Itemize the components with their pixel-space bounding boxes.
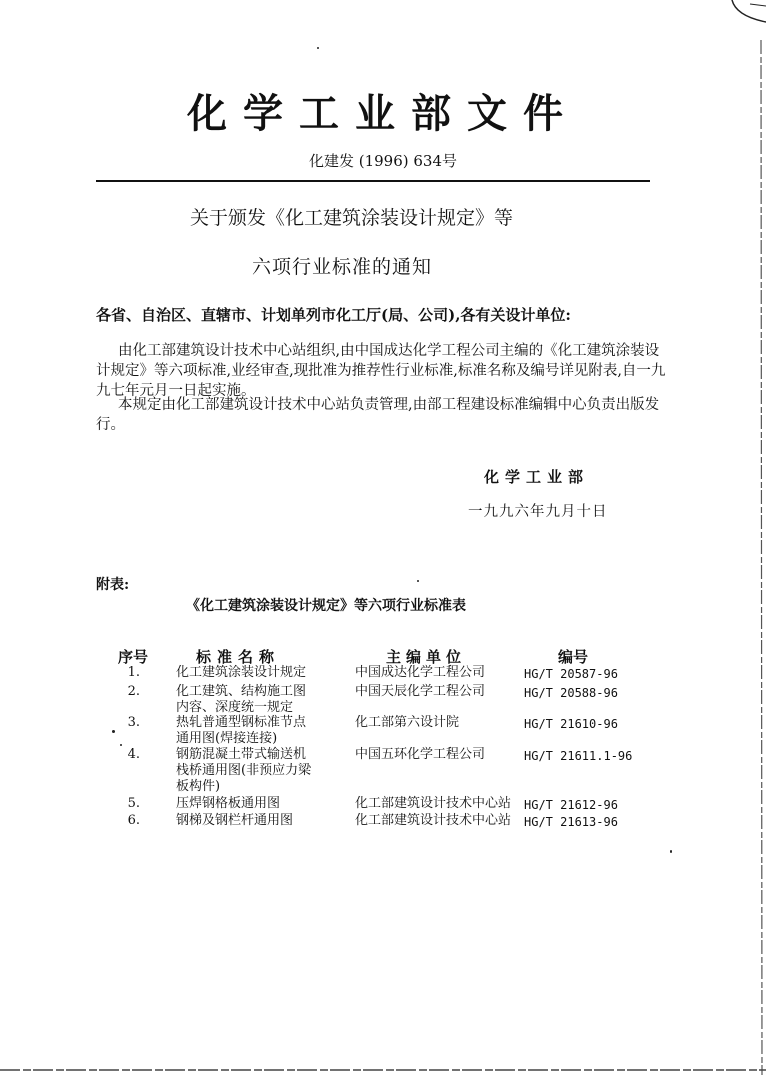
column-header-seq: 序号 bbox=[118, 648, 149, 666]
document-number: 化建发 (1996) 634号 bbox=[308, 152, 458, 170]
row-seq: 6. bbox=[127, 813, 140, 828]
subject-line-2: 六项行业标准的通知 bbox=[252, 256, 433, 278]
scan-speck bbox=[417, 580, 419, 582]
annex-label: 附表: bbox=[96, 577, 130, 593]
row-editor-unit: 中国天辰化学工程公司 bbox=[355, 684, 486, 699]
issue-date: 一九九六年九月十日 bbox=[468, 504, 608, 520]
row-seq: 3. bbox=[127, 715, 140, 730]
row-standard-name: 钢筋混凝土带式输送机 栈桥通用图(非预应力梁 板构件) bbox=[176, 747, 312, 794]
row-editor-unit: 化工部建筑设计技术中心站 bbox=[355, 813, 512, 828]
annex-title: 《化工建筑涂装设计规定》等六项行业标准表 bbox=[186, 598, 466, 614]
row-seq: 4. bbox=[127, 747, 140, 762]
row-seq: 5. bbox=[127, 796, 140, 811]
bottom-edge-scan-line bbox=[0, 1062, 766, 1075]
folded-corner-mark bbox=[726, 0, 766, 40]
row-standard-name: 热轧普通型钢标准节点 通用图(焊接连接) bbox=[176, 715, 307, 746]
scan-speck bbox=[317, 47, 319, 49]
row-seq: 2. bbox=[127, 684, 140, 699]
row-standard-code: HG/T 21612-96 bbox=[524, 798, 618, 812]
column-header-name: 标准名称 bbox=[196, 648, 281, 666]
right-edge-scan-line bbox=[752, 40, 766, 1075]
row-standard-code: HG/T 21610-96 bbox=[524, 717, 618, 731]
row-standard-code: HG/T 21613-96 bbox=[524, 815, 618, 829]
issuer-signature: 化学工业部 bbox=[484, 468, 590, 486]
row-standard-code: HG/T 20587-96 bbox=[524, 667, 618, 681]
column-header-code: 编号 bbox=[558, 648, 589, 666]
addressee: 各省、自治区、直辖市、计划单列市化工厅(局、公司),各有关设计单位: bbox=[96, 306, 571, 324]
document-header-title: 化学工业部文件 bbox=[187, 91, 579, 137]
scan-speck bbox=[120, 744, 122, 746]
scan-speck bbox=[112, 730, 115, 733]
row-standard-name: 化工建筑涂装设计规定 bbox=[176, 665, 307, 680]
subject-line-1: 关于颁发《化工建筑涂装设计规定》等 bbox=[190, 207, 514, 229]
column-header-unit: 主编单位 bbox=[386, 648, 467, 666]
row-editor-unit: 中国成达化学工程公司 bbox=[355, 665, 486, 680]
body-paragraph-2: 本规定由化工部建筑设计技术中心站负责管理,由部工程建设标准编辑中心负责出版发行。 bbox=[96, 397, 660, 433]
body-paragraph-1: 由化工部建筑设计技术中心站组织,由中国成达化学工程公司主编的《化工建筑涂装设计规定》等六项标准,业经审查,现批准为推荐性行业标准,标准名称及编号详见附表,自一九九七年元月一日起实施。 bbox=[96, 343, 666, 399]
row-standard-code: HG/T 21611.1-96 bbox=[524, 749, 633, 763]
row-editor-unit: 化工部建筑设计技术中心站 bbox=[355, 796, 512, 811]
header-divider bbox=[96, 180, 650, 182]
row-standard-code: HG/T 20588-96 bbox=[524, 686, 618, 700]
row-standard-name: 化工建筑、结构施工图 内容、深度统一规定 bbox=[176, 684, 307, 715]
row-editor-unit: 化工部第六设计院 bbox=[355, 715, 460, 730]
scan-speck bbox=[670, 850, 672, 853]
row-seq: 1. bbox=[127, 665, 140, 680]
row-standard-name: 钢梯及钢栏杆通用图 bbox=[176, 813, 294, 828]
row-standard-name: 压焊钢格板通用图 bbox=[176, 796, 281, 811]
row-editor-unit: 中国五环化学工程公司 bbox=[355, 747, 486, 762]
